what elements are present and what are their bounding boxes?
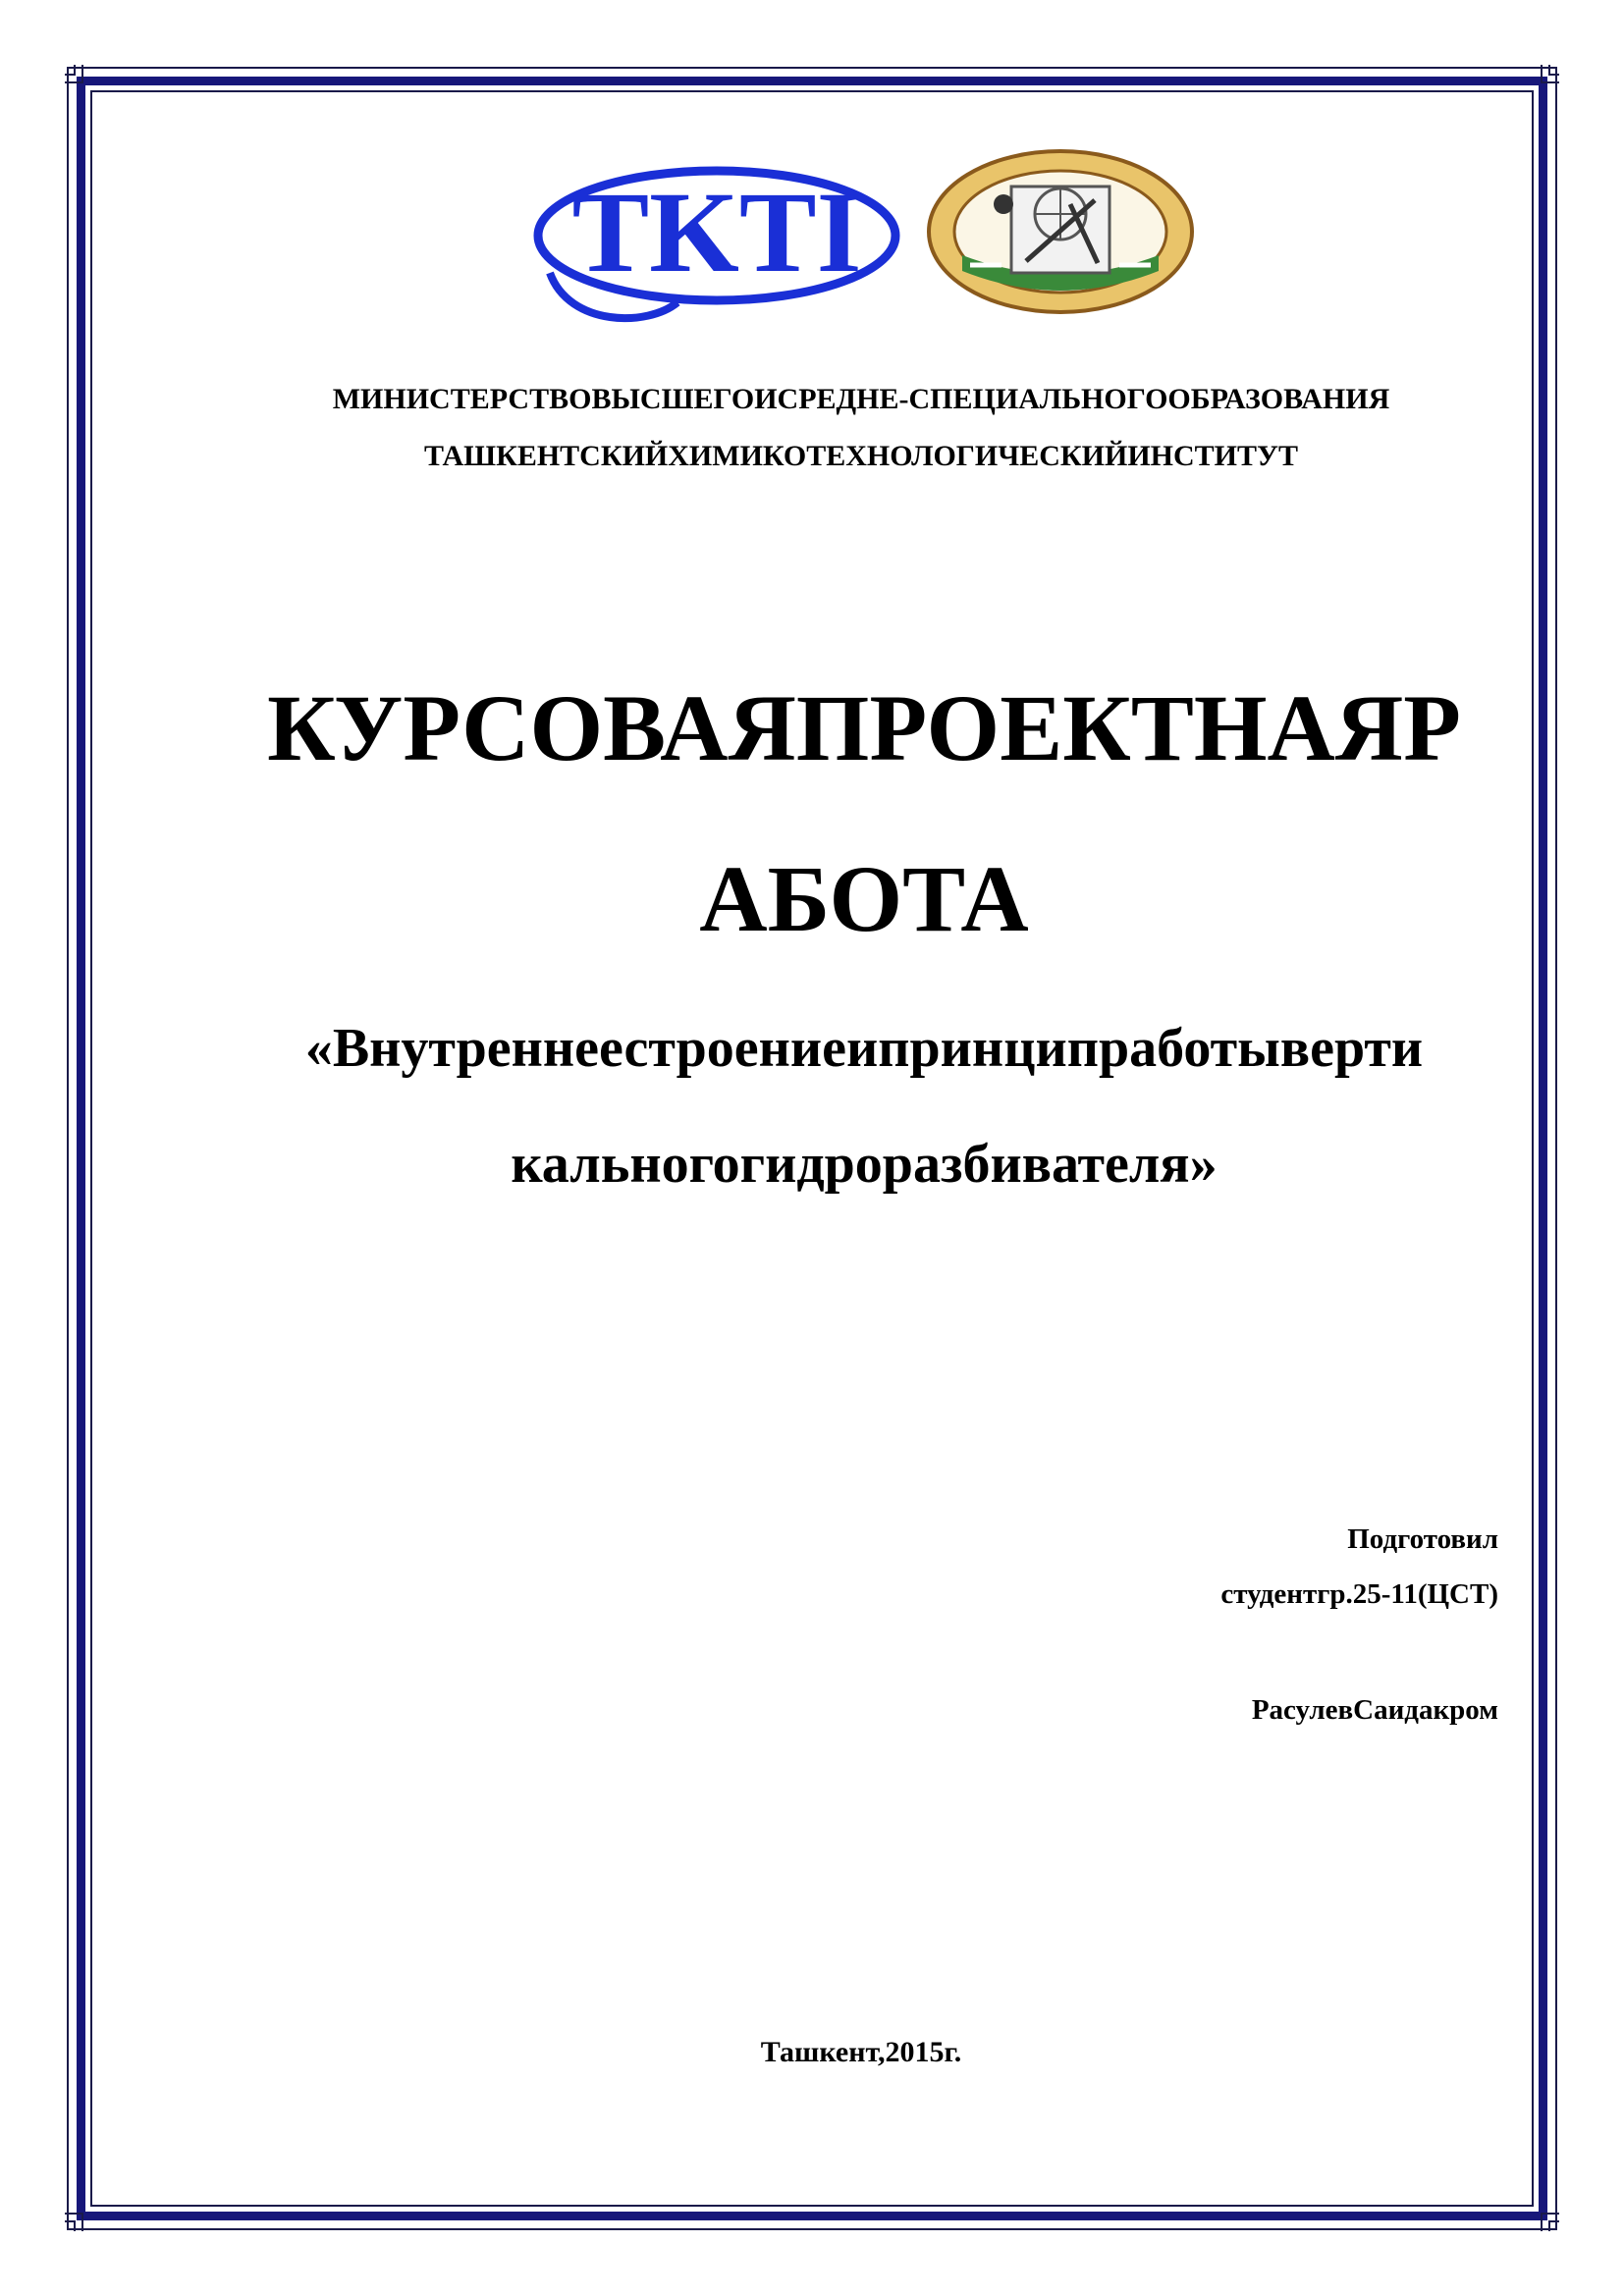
- border-corner-ornament: [1530, 2202, 1563, 2235]
- border-corner-ornament: [1530, 61, 1563, 94]
- institute-name: ТАШКЕНТСКИЙХИМИКОТЕХНОЛОГИЧЕСКИЙИНСТИТУТ: [423, 440, 1299, 472]
- place-and-year: Ташкент,2015г.: [760, 2036, 962, 2068]
- author-name: РасулевСаидакром: [1251, 1694, 1498, 1726]
- border-corner-ornament: [61, 61, 94, 94]
- tkti-logo-text: TKTI: [571, 168, 862, 296]
- ministry-name: МИНИСТЕРСТВОВЫСШЕГОИСРЕДНЕ-СПЕЦИАЛЬНОГООБРАЗОВАНИЯ: [332, 383, 1390, 415]
- document-title-line-1: КУРСОВАЯПРОЕКТНАЯР: [267, 675, 1461, 780]
- topic-line-2: кальногогидроразбивателя»: [511, 1134, 1218, 1195]
- border-corner-ornament: [61, 2202, 94, 2235]
- document-title-line-2: АБОТА: [699, 846, 1029, 951]
- topic-line-1: «Внутреннеестроениеипринципработыверти: [304, 1018, 1424, 1079]
- institute-seal-emblem: [923, 145, 1198, 317]
- logo-row: [530, 145, 1198, 342]
- prepared-by-label: Подготовил: [1347, 1523, 1498, 1555]
- tkti-logo: [530, 155, 903, 332]
- student-group: студентгр.25-11(ЦСТ): [1220, 1578, 1498, 1610]
